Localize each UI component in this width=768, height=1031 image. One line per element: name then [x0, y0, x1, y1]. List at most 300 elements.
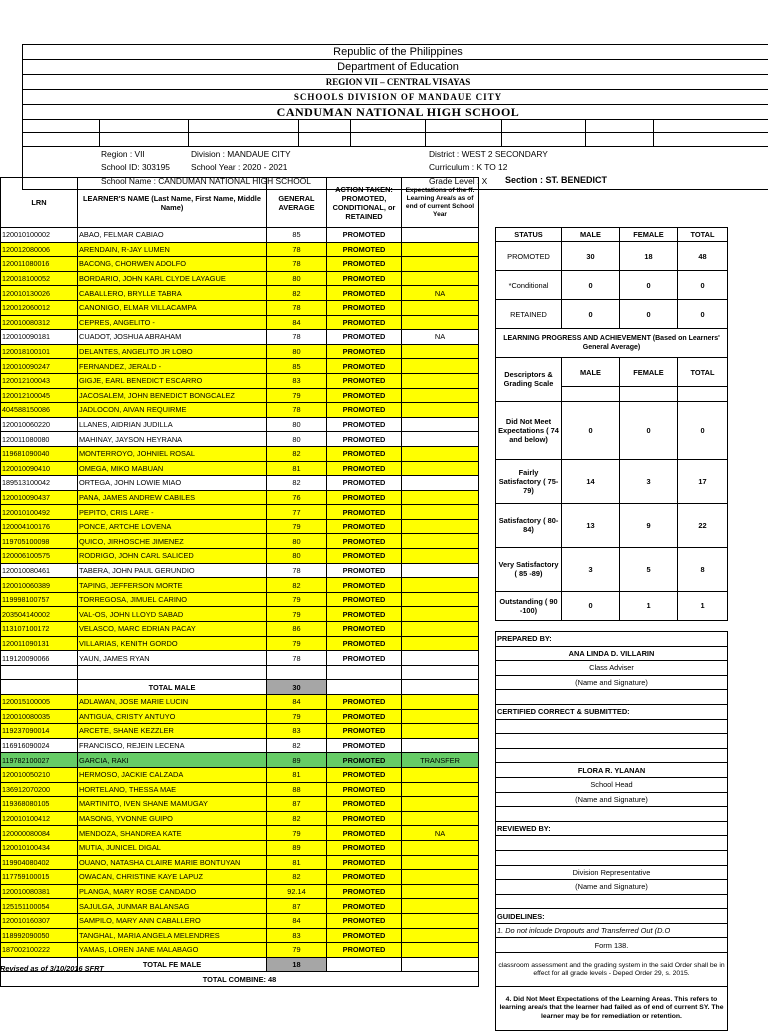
progress-descriptor: Satisfactory ( 80-84)	[496, 503, 562, 547]
general-average: 88	[267, 782, 327, 797]
learner-row	[1, 344, 479, 359]
total-female-value: 18	[267, 957, 327, 972]
progress-body	[496, 401, 728, 620]
action-taken: PROMOTED	[327, 403, 402, 418]
learner-row	[1, 286, 479, 301]
action-taken: PROMOTED	[327, 388, 402, 403]
learner-row	[1, 271, 479, 286]
guideline-4: 4. Did Not Meet Expectations of the Learning Areas. This refers to learning area/s that the learner had failed as of end of current SY. The learner may be for remediation or retention.	[496, 987, 728, 1031]
learner-row	[1, 315, 479, 330]
lrn: 120011090131	[1, 636, 78, 651]
lrn: 120010060220	[1, 417, 78, 432]
expectation	[402, 519, 479, 534]
action-taken: PROMOTED	[327, 271, 402, 286]
lrn: 120010060389	[1, 578, 78, 593]
head-name: FLORA R. YLANAN	[496, 763, 728, 778]
learner-name: PEPITO, CRIS LARE -	[78, 505, 267, 520]
expectation	[402, 913, 479, 928]
learner-row	[1, 840, 479, 855]
learner-name: ARCETE, SHANE KEZZLER	[78, 724, 267, 739]
progress-female: 0	[620, 401, 678, 459]
action-taken: PROMOTED	[327, 286, 402, 301]
status-label: RETAINED	[496, 300, 562, 329]
expectation	[402, 767, 479, 782]
expectation	[402, 271, 479, 286]
status-male: 0	[562, 271, 620, 300]
lrn: 119904080402	[1, 855, 78, 870]
lrn: 120010090410	[1, 461, 78, 476]
lrn: 116916090024	[1, 738, 78, 753]
action-taken: PROMOTED	[327, 899, 402, 914]
general-average: 82	[267, 476, 327, 491]
action-taken: PROMOTED	[327, 300, 402, 315]
lrn: 125151100054	[1, 899, 78, 914]
status-female-header: FEMALE	[620, 227, 678, 242]
action-taken: PROMOTED	[327, 826, 402, 841]
expectation	[402, 724, 479, 739]
expectation	[402, 607, 479, 622]
action-taken: PROMOTED	[327, 476, 402, 491]
learner-row	[1, 359, 479, 374]
action-taken: PROMOTED	[327, 490, 402, 505]
progress-total-header: TOTAL	[678, 358, 728, 387]
learner-name: TABERA, JOHN PAUL GERUNDIO	[78, 563, 267, 578]
learner-row	[1, 257, 479, 272]
learner-row	[1, 767, 479, 782]
general-average: 78	[267, 257, 327, 272]
learner-name: ANTIGUA, CRISTY ANTUYO	[78, 709, 267, 724]
col-lrn: LRN	[1, 178, 78, 228]
lrn: 120010080381	[1, 884, 78, 899]
general-average: 84	[267, 913, 327, 928]
learner-row	[1, 811, 479, 826]
progress-male-header: MALE	[562, 358, 620, 387]
learner-row	[1, 417, 479, 432]
learner-row	[1, 724, 479, 739]
expectation	[402, 855, 479, 870]
learner-name: CEPRES, ANGELITO -	[78, 315, 267, 330]
lrn: 119368080105	[1, 797, 78, 812]
info-school-year: School Year : 2020 - 2021	[191, 162, 288, 172]
general-average: 87	[267, 899, 327, 914]
expectation	[402, 461, 479, 476]
status-male-header: MALE	[562, 227, 620, 242]
lrn: 120010100002	[1, 228, 78, 243]
lrn: 187002100222	[1, 943, 78, 958]
guideline-2: Form 138.	[496, 938, 728, 953]
learner-name: GARCIA, RAKI	[78, 753, 267, 768]
progress-descriptor: Fairly Satisfactory ( 75-79)	[496, 459, 562, 503]
learner-row	[1, 592, 479, 607]
learner-row	[1, 432, 479, 447]
learner-name: RODRIGO, JOHN CARL SALICED	[78, 549, 267, 564]
status-total: 0	[678, 300, 728, 329]
expectation	[402, 315, 479, 330]
expectation	[402, 373, 479, 388]
status-total: 0	[678, 271, 728, 300]
expectation	[402, 549, 479, 564]
expectation	[402, 899, 479, 914]
info-section: Section : ST. BENEDICT	[505, 175, 608, 185]
expectation	[402, 228, 479, 243]
progress-male: 3	[562, 547, 620, 591]
learner-name: CUADOT, JOSHUA ABRAHAM	[78, 330, 267, 345]
reviewed-label: REVIEWED BY:	[496, 821, 728, 836]
action-taken: PROMOTED	[327, 549, 402, 564]
info-grade-level: Grade Level : X	[429, 176, 488, 186]
general-average: 83	[267, 373, 327, 388]
learner-row	[1, 651, 479, 666]
lrn: 119705100098	[1, 534, 78, 549]
learner-row	[1, 534, 479, 549]
lrn: 119782100027	[1, 753, 78, 768]
expectation	[402, 432, 479, 447]
learner-name: MARTINITO, IVEN SHANE MAMUGAY	[78, 797, 267, 812]
expectation	[402, 943, 479, 958]
general-average: 79	[267, 519, 327, 534]
learner-row	[1, 549, 479, 564]
progress-descriptor: Very Satisfactory ( 85 -89)	[496, 547, 562, 591]
lrn: 203504140002	[1, 607, 78, 622]
action-taken: PROMOTED	[327, 242, 402, 257]
lrn: 120010160307	[1, 913, 78, 928]
learner-row	[1, 943, 479, 958]
learner-name: TAPING, JEFFERSON MORTE	[78, 578, 267, 593]
learner-name: VAL-OS, JOHN LLOYD SABAD	[78, 607, 267, 622]
learner-name: JADLOCON, AIVAN REQUIRME	[78, 403, 267, 418]
expectation	[402, 840, 479, 855]
lrn: 120010090181	[1, 330, 78, 345]
progress-male: 14	[562, 459, 620, 503]
action-taken: PROMOTED	[327, 840, 402, 855]
action-taken: PROMOTED	[327, 695, 402, 710]
learner-row	[1, 446, 479, 461]
expectation	[402, 695, 479, 710]
learner-row	[1, 899, 479, 914]
guidelines-title: GUIDELINES:	[496, 909, 728, 924]
learner-name: PANA, JAMES ANDREW CABILES	[78, 490, 267, 505]
action-taken: PROMOTED	[327, 724, 402, 739]
status-male: 0	[562, 300, 620, 329]
progress-row	[496, 459, 728, 503]
expectation: NA	[402, 286, 479, 301]
general-average: 81	[267, 855, 327, 870]
general-average: 80	[267, 417, 327, 432]
general-average: 79	[267, 826, 327, 841]
learner-name: FRANCISCO, REJEIN LECENA	[78, 738, 267, 753]
general-average: 78	[267, 563, 327, 578]
learner-row	[1, 884, 479, 899]
expectation	[402, 300, 479, 315]
action-taken: PROMOTED	[327, 622, 402, 637]
progress-female: 5	[620, 547, 678, 591]
general-average: 92.14	[267, 884, 327, 899]
info-curriculum: Curriculum : K TO 12	[429, 162, 508, 172]
action-taken: PROMOTED	[327, 534, 402, 549]
info-school-name: School Name : CANDUMAN NATIONAL HIGH SCHOOL	[101, 176, 311, 186]
general-average: 80	[267, 271, 327, 286]
lrn: 120010100492	[1, 505, 78, 520]
learner-row	[1, 855, 479, 870]
name-sig-2: (Name and Signature)	[496, 792, 728, 807]
progress-male: 0	[562, 591, 620, 620]
learner-row	[1, 870, 479, 885]
general-average: 77	[267, 505, 327, 520]
learner-row	[1, 738, 479, 753]
action-taken: PROMOTED	[327, 870, 402, 885]
progress-female: 9	[620, 503, 678, 547]
general-average: 79	[267, 592, 327, 607]
general-average: 83	[267, 928, 327, 943]
general-average: 82	[267, 286, 327, 301]
status-row	[496, 300, 728, 329]
action-taken: PROMOTED	[327, 782, 402, 797]
learner-name: FERNANDEZ, JERALD -	[78, 359, 267, 374]
expectation	[402, 651, 479, 666]
learner-name: CABALLERO, BRYLLE TABRA	[78, 286, 267, 301]
learner-name: SAMPILO, MARY ANN CABALLERO	[78, 913, 267, 928]
general-average: 84	[267, 695, 327, 710]
status-total-header: TOTAL	[678, 227, 728, 242]
action-taken: PROMOTED	[327, 753, 402, 768]
action-taken: PROMOTED	[327, 330, 402, 345]
action-taken: PROMOTED	[327, 943, 402, 958]
expectation: TRANSFER	[402, 753, 479, 768]
expectation: NA	[402, 826, 479, 841]
header-division: SCHOOLS DIVISION OF MANDAUE CITY	[23, 89, 768, 104]
learner-name: TORREGOSA, JIMUEL CARINO	[78, 592, 267, 607]
general-average: 79	[267, 636, 327, 651]
action-taken: PROMOTED	[327, 446, 402, 461]
expectation	[402, 592, 479, 607]
info-region: Region : VII	[101, 149, 145, 159]
general-average: 84	[267, 315, 327, 330]
name-sig-1: (Name and Signature)	[496, 675, 728, 690]
lrn: 120011080016	[1, 257, 78, 272]
learner-row	[1, 826, 479, 841]
learner-name: MENDOZA, SHANDREA KATE	[78, 826, 267, 841]
progress-total: 8	[678, 547, 728, 591]
adviser-name: ANA LINDA D. VILLARIN	[496, 646, 728, 661]
general-average: 81	[267, 767, 327, 782]
learner-name: ABAO, FELMAR CABIAO	[78, 228, 267, 243]
lrn: 120000080084	[1, 826, 78, 841]
progress-row	[496, 547, 728, 591]
progress-descriptor: Outstanding ( 90 -100)	[496, 591, 562, 620]
general-average: 78	[267, 403, 327, 418]
expectation	[402, 782, 479, 797]
action-taken: PROMOTED	[327, 432, 402, 447]
learner-row	[1, 709, 479, 724]
header-school: CANDUMAN NATIONAL HIGH SCHOOL	[23, 104, 768, 119]
general-average: 87	[267, 797, 327, 812]
learner-row	[1, 300, 479, 315]
expectation	[402, 403, 479, 418]
lrn: 120010050210	[1, 767, 78, 782]
action-taken: PROMOTED	[327, 505, 402, 520]
learner-name: SAJULGA, JUNMAR BALANSAG	[78, 899, 267, 914]
expectation	[402, 344, 479, 359]
division-rep: Division Representative	[496, 865, 728, 880]
sf5-sheet	[22, 44, 768, 190]
learner-name: ARENDAIN, R-JAY LUMEN	[78, 242, 267, 257]
name-sig-3: (Name and Signature)	[496, 880, 728, 895]
learner-name: BACONG, CHORWEN ADOLFO	[78, 257, 267, 272]
learner-name: GIGJE, EARL BENEDICT ESCARRO	[78, 373, 267, 388]
learner-row	[1, 373, 479, 388]
info-school-id: School ID: 303195	[101, 162, 170, 172]
action-taken: PROMOTED	[327, 636, 402, 651]
action-taken: PROMOTED	[327, 607, 402, 622]
lrn: 120011080080	[1, 432, 78, 447]
general-average: 78	[267, 242, 327, 257]
head-title: School Head	[496, 777, 728, 792]
learner-row	[1, 797, 479, 812]
general-average: 89	[267, 840, 327, 855]
header-department: Department of Education	[23, 59, 768, 74]
status-total: 48	[678, 242, 728, 271]
general-average: 82	[267, 446, 327, 461]
expectation	[402, 242, 479, 257]
signatures-table	[495, 631, 728, 1031]
progress-row	[496, 591, 728, 620]
action-taken: PROMOTED	[327, 257, 402, 272]
progress-female-header: FEMALE	[620, 358, 678, 387]
status-row	[496, 242, 728, 271]
expectation	[402, 257, 479, 272]
progress-row	[496, 503, 728, 547]
action-taken: PROMOTED	[327, 461, 402, 476]
general-average: 78	[267, 651, 327, 666]
general-average: 78	[267, 300, 327, 315]
expectation	[402, 476, 479, 491]
learner-name: OWACAN, CHRISTINE KAYE LAPUZ	[78, 870, 267, 885]
learner-name: VELASCO, MARC EDRIAN PACAY	[78, 622, 267, 637]
progress-row	[496, 401, 728, 459]
general-average: 86	[267, 622, 327, 637]
general-average: 79	[267, 943, 327, 958]
action-taken: PROMOTED	[327, 797, 402, 812]
expectation	[402, 388, 479, 403]
general-average: 79	[267, 388, 327, 403]
expectation	[402, 622, 479, 637]
expectation	[402, 738, 479, 753]
expectation: NA	[402, 330, 479, 345]
action-taken: PROMOTED	[327, 811, 402, 826]
learner-name: OUANO, NATASHA CLAIRE MARIE BONTUYAN	[78, 855, 267, 870]
action-taken: PROMOTED	[327, 315, 402, 330]
learner-name: YAMAS, LOREN JANE MALABAGO	[78, 943, 267, 958]
action-taken: PROMOTED	[327, 592, 402, 607]
learner-body	[1, 228, 479, 987]
status-female: 18	[620, 242, 678, 271]
general-average: 83	[267, 724, 327, 739]
status-body	[496, 242, 728, 329]
learner-row	[1, 928, 479, 943]
lrn: 120010100412	[1, 811, 78, 826]
learner-row	[1, 461, 479, 476]
lrn: 113107100172	[1, 622, 78, 637]
action-taken: PROMOTED	[327, 738, 402, 753]
learner-name: BORDARIO, JOHN KARL CLYDE LAYAGUE	[78, 271, 267, 286]
lrn: 120010080312	[1, 315, 78, 330]
lrn: 120012080006	[1, 242, 78, 257]
learner-row	[1, 519, 479, 534]
lrn: 120018100052	[1, 271, 78, 286]
total-male-value: 30	[267, 680, 327, 695]
col-action: ACTION TAKEN: PROMOTED, CONDITIONAL, or RETAINED	[327, 178, 402, 228]
learner-row	[1, 753, 479, 768]
prepared-by: PREPARED BY:	[496, 632, 728, 647]
general-average: 82	[267, 738, 327, 753]
guideline-3: classroom assessment and the grading system in the said Order shall be in effect for all grade levels - Deped Order 29, s. 2015.	[496, 953, 728, 987]
learner-row	[1, 228, 479, 243]
learner-row	[1, 330, 479, 345]
total-female-label: TOTAL FE MALE	[78, 957, 267, 972]
learner-row	[1, 578, 479, 593]
learner-row	[1, 913, 479, 928]
lrn: 119120090066	[1, 651, 78, 666]
action-taken: PROMOTED	[327, 913, 402, 928]
action-taken: PROMOTED	[327, 359, 402, 374]
learner-name: PONCE, ARTCHE LOVENA	[78, 519, 267, 534]
progress-female: 1	[620, 591, 678, 620]
lrn: 119681090040	[1, 446, 78, 461]
total-male-label: TOTAL MALE	[78, 680, 267, 695]
learner-name: VILLARIAS, KENITH GORDO	[78, 636, 267, 651]
general-average: 76	[267, 490, 327, 505]
header-republic: Republic of the Philippines	[333, 46, 463, 58]
action-taken: PROMOTED	[327, 578, 402, 593]
general-average: 78	[267, 330, 327, 345]
learner-name: MONTERROYO, JOHNIEL ROSAL	[78, 446, 267, 461]
expectation	[402, 928, 479, 943]
expectation	[402, 505, 479, 520]
learner-name: CANONIGO, ELMAR VILLACAMPA	[78, 300, 267, 315]
learner-row	[1, 505, 479, 520]
expectation	[402, 417, 479, 432]
general-average: 79	[267, 709, 327, 724]
col-expectations: Expectations of the ff. Learning Area/s as of end of current School Year	[402, 178, 479, 228]
action-taken: PROMOTED	[327, 651, 402, 666]
action-taken: PROMOTED	[327, 519, 402, 534]
progress-female: 3	[620, 459, 678, 503]
status-label: *Conditional	[496, 271, 562, 300]
expectation	[402, 563, 479, 578]
learner-name: ORTEGA, JOHN LOWIE MIAO	[78, 476, 267, 491]
adviser-title: Class Adviser	[496, 661, 728, 676]
expectation	[402, 636, 479, 651]
progress-male: 13	[562, 503, 620, 547]
report-header	[22, 44, 768, 119]
learner-row	[1, 695, 479, 710]
general-average: 80	[267, 534, 327, 549]
action-taken: PROMOTED	[327, 709, 402, 724]
expectation	[402, 709, 479, 724]
lrn: 120010100434	[1, 840, 78, 855]
action-taken: PROMOTED	[327, 373, 402, 388]
learner-row	[1, 388, 479, 403]
expectation	[402, 578, 479, 593]
progress-total: 17	[678, 459, 728, 503]
learner-row	[1, 242, 479, 257]
learners-table	[0, 177, 479, 987]
lrn: 189513100042	[1, 476, 78, 491]
action-taken: PROMOTED	[327, 855, 402, 870]
col-average: GENERAL AVERAGE	[267, 178, 327, 228]
learner-name: MAHINAY, JAYSON HEYRANA	[78, 432, 267, 447]
blank-rows	[22, 119, 768, 146]
